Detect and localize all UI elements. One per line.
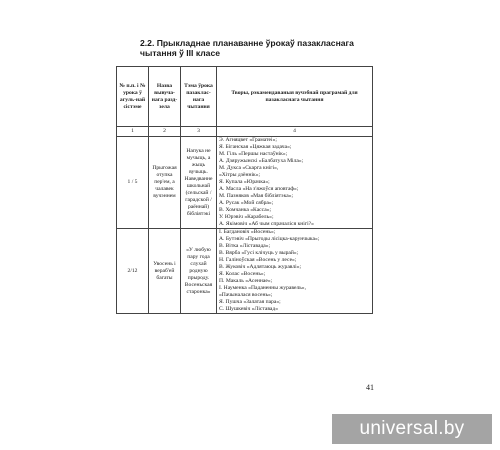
header-recommended-works: Творы, рэкамендаваныя вучэбнай праграмай для пазакласнага чытання — [217, 67, 373, 127]
work-item: М. Дукса «Скарга кнігі», — [219, 165, 279, 171]
work-item: В. Жуковіч «Адлятаюць журавлі»; — [219, 264, 302, 270]
work-item: М. Гіль «Першы настаўнік»; — [219, 151, 288, 157]
lesson-number: 2/12 — [117, 229, 149, 314]
column-number: 2 — [149, 127, 181, 137]
column-number: 4 — [217, 127, 373, 137]
table-row — [117, 229, 373, 314]
site-watermark: universal.by — [332, 414, 492, 444]
work-item: Я. Біганская «Цяжкая задача»; — [219, 144, 292, 150]
work-item: А. Бутэвіч «Прыгоды лісіцка-карунчыка»; — [219, 236, 320, 242]
work-item: У. Юрэвіч «Карабель»; — [219, 214, 274, 220]
column-number-row — [117, 127, 373, 137]
header-row — [117, 67, 373, 127]
work-item: «Хітры дзённік»; — [219, 172, 261, 178]
lesson-plan-table — [116, 66, 373, 314]
column-number: 3 — [181, 127, 217, 137]
work-item: Н. Галіноўская «Восень у лесе»; — [219, 257, 297, 263]
work-item: П. Макаль «Асеннае»; — [219, 278, 273, 284]
work-item: Э. Агняцвет «Граматеі»; — [219, 137, 277, 143]
lesson-number: 1 / 5 — [117, 137, 149, 229]
work-item: С. Шушкевіч «Ліставад» — [219, 306, 279, 312]
page-number: 41 — [366, 383, 374, 392]
work-item: А. Дзяружынскі «Балбатуха Міла»; — [219, 158, 304, 164]
work-item: І. Багдановіч «Восень»; — [219, 229, 276, 235]
section-title: 2.2. Прыкладнае планаванне ўрокаў пазакласнага чытання ў III класе — [140, 38, 354, 58]
work-item: М. Пазняков «Мая бібліятэка»; — [219, 193, 294, 199]
column-number: 1 — [117, 127, 149, 137]
section-name: Увосень і вераб'ей багаты — [149, 229, 181, 314]
header-lesson-topic: Тэма ўрока пазаклас-нага чытання — [181, 67, 217, 127]
lesson-topic: Напука не мучыць, а жыць вучыць. Наведванне школьнай (сельскай / гарадской / раённай) бібліятэкі — [181, 137, 217, 229]
section-name: Прыгожая отупка пер'ем, а чалавек вучэннем — [149, 137, 181, 229]
work-item: В. Вітка «Ліставада»; — [219, 243, 271, 249]
work-item: Я. Пушча «Залатая пара»; — [219, 299, 281, 305]
header-section-name: Назва вывуча-нага разд-зела — [149, 67, 181, 127]
work-item: Я. Колас «Восень»; — [219, 271, 266, 277]
table-row — [117, 137, 373, 229]
work-item: А. Русак «Мой сябра»; — [219, 200, 274, 206]
lesson-topic: «У любую пару года слухай родную прыроду. Восеньская старонка» — [181, 229, 217, 314]
work-item: В. Вярба «Гусі клічуць у вырай»; — [219, 250, 299, 256]
work-item: А. Якімовіч «Аб чым спрачаліся кнігі?» — [219, 221, 314, 227]
work-item: Я. Купала «Юрачка»; — [219, 179, 270, 185]
work-item: І. Науменка «Паданенны журавель», — [219, 285, 306, 291]
work-item: В. Хомчанка «Касса»; — [219, 207, 272, 213]
work-item: «Пачыналася восень»; — [219, 292, 273, 298]
work-item: А. Масла «На з'яжоўся аповтаф»; — [219, 186, 299, 192]
works-list — [217, 137, 373, 229]
header-lesson-number: № п.п. і № урока ў агуль-най сістэме — [117, 67, 149, 127]
works-list — [217, 229, 373, 314]
